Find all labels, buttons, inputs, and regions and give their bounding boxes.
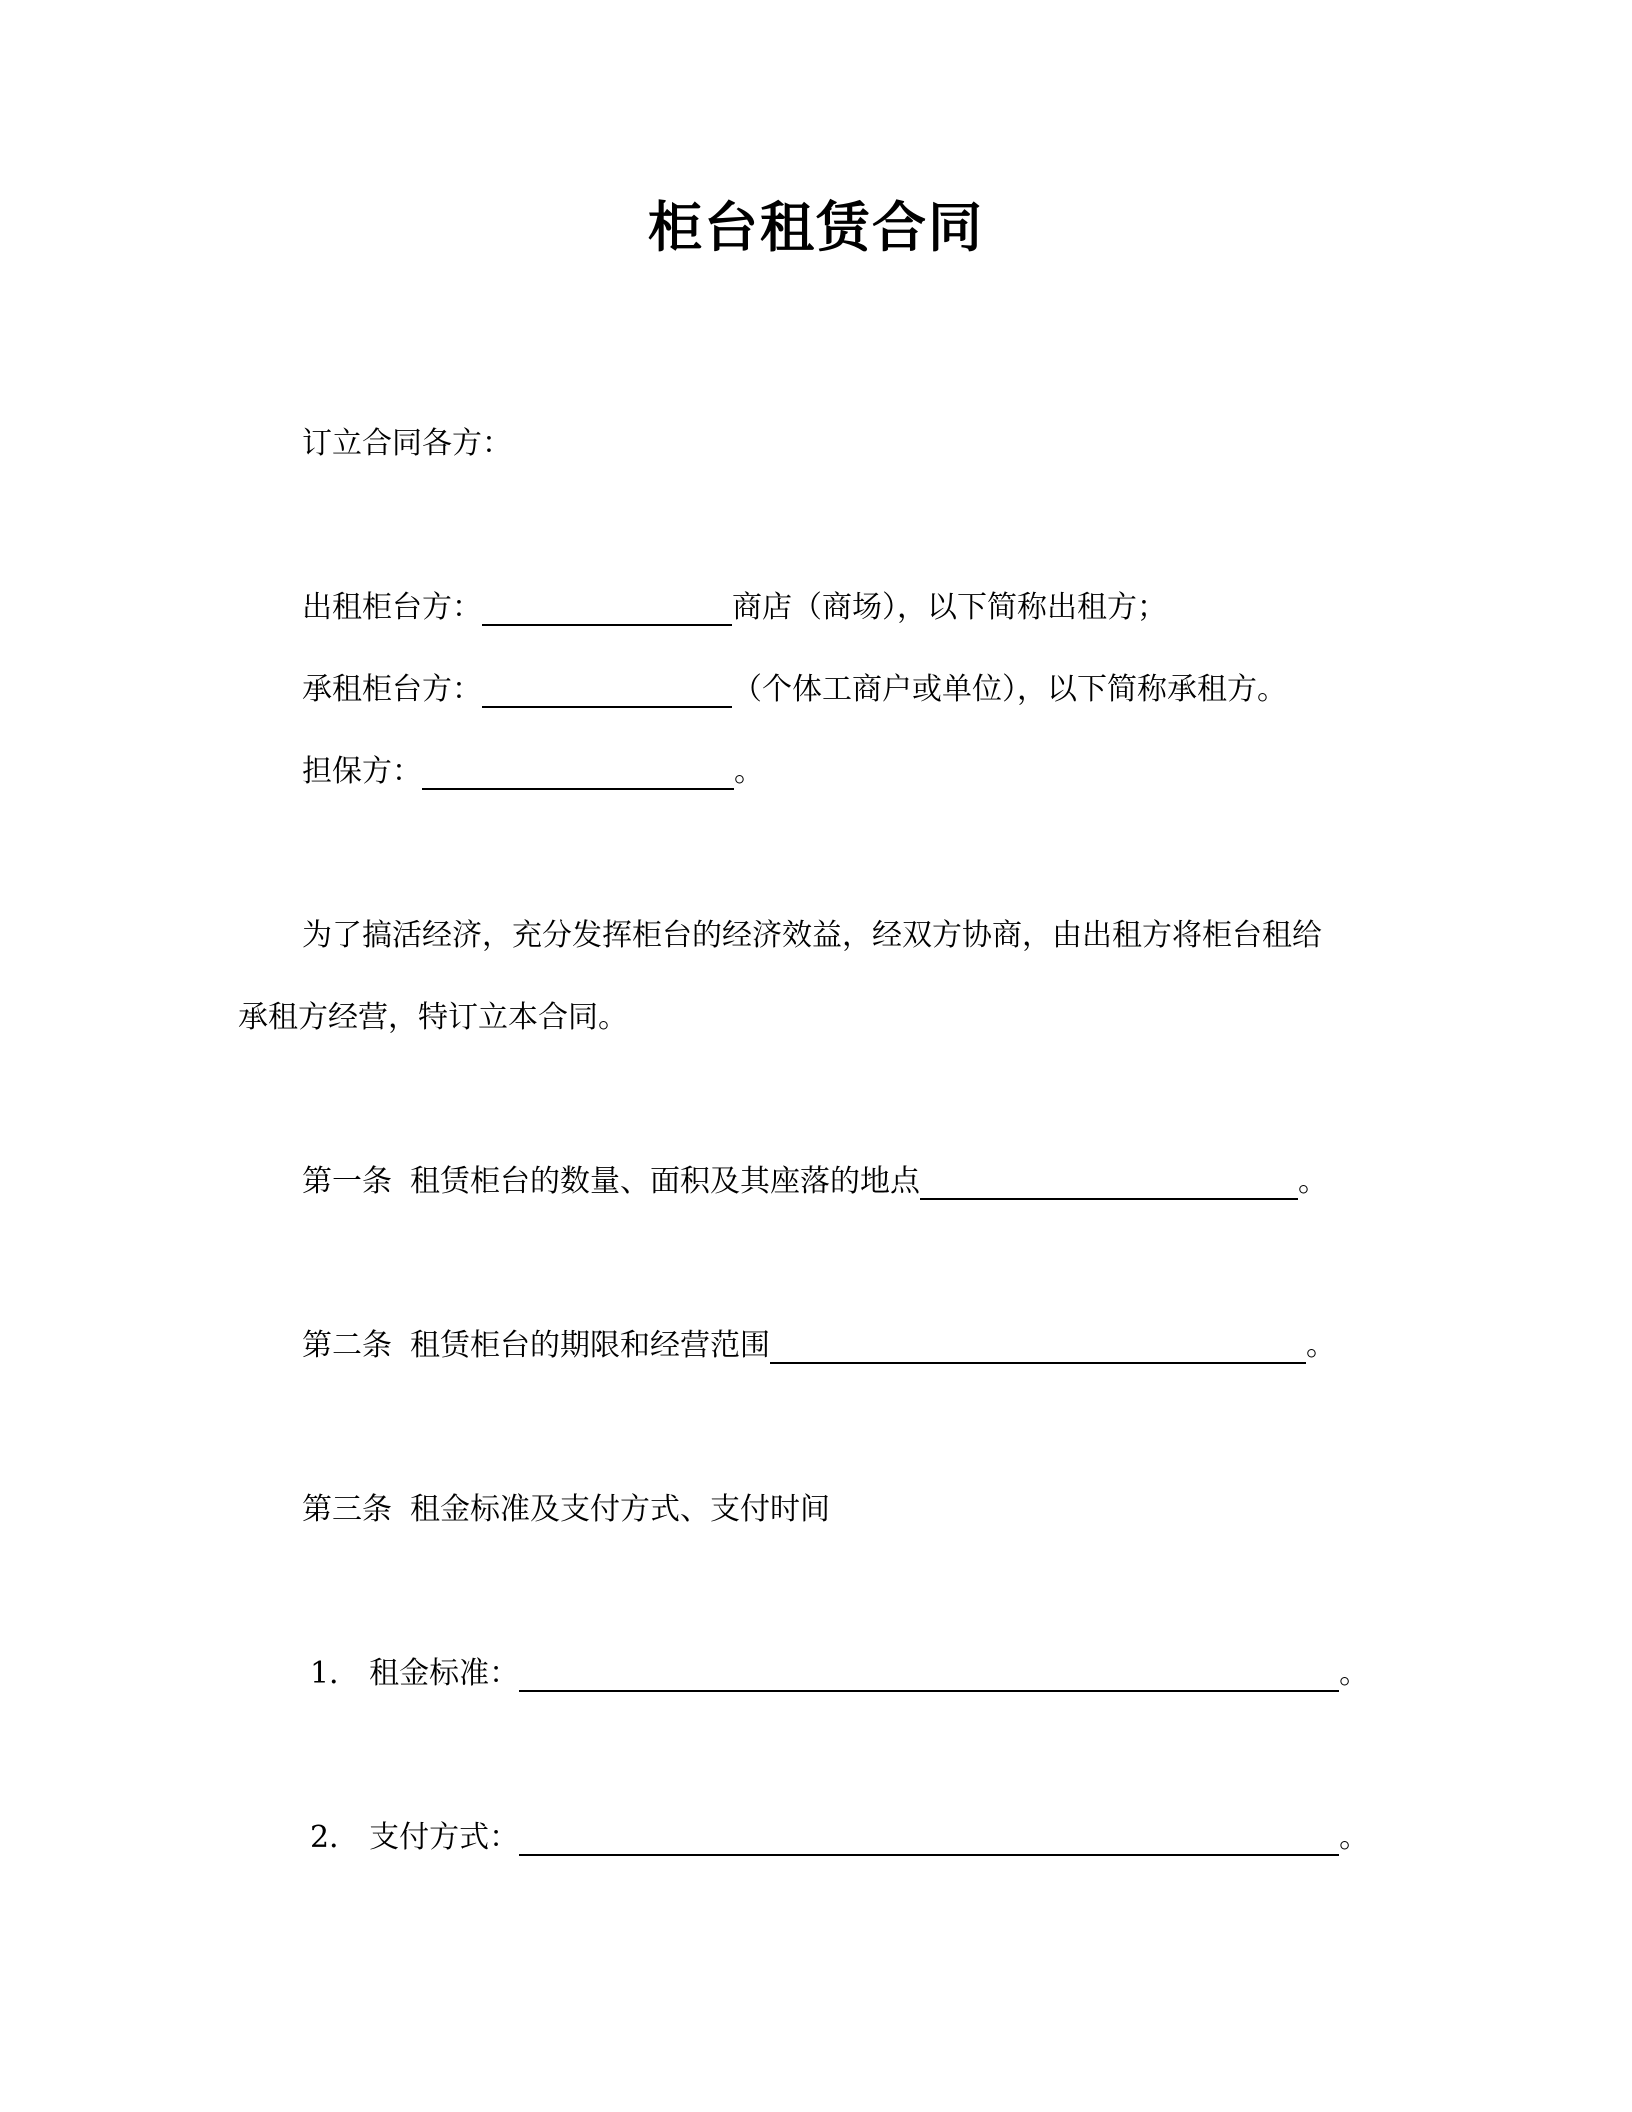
item-1-suffix: 。 — [1339, 1656, 1370, 1691]
article-2-suffix: 。 — [1306, 1328, 1336, 1363]
article-2 — [302, 1324, 1336, 1368]
article-1-blank[interactable] — [920, 1162, 1298, 1200]
lessor-suffix: 商店（商场），以下简称出租方； — [732, 590, 1167, 625]
article-2-number: 第二条 — [302, 1328, 392, 1363]
item-2-label: 支付方式： — [369, 1820, 520, 1855]
parties-heading-text: 订立合同各方： — [302, 426, 512, 461]
article-1 — [302, 1160, 1328, 1204]
rent-standard-blank[interactable] — [519, 1654, 1339, 1692]
document-title: 柜台租赁合同 — [648, 196, 984, 259]
lessor-line — [302, 586, 1167, 630]
lessee-label: 承租柜台方： — [302, 672, 482, 707]
article-2-text: 租赁柜台的期限和经营范围 — [410, 1328, 770, 1363]
lessor-label: 出租柜台方： — [302, 590, 482, 625]
guarantor-line — [302, 750, 764, 794]
guarantor-name-blank[interactable] — [422, 752, 734, 790]
article-1-text: 租赁柜台的数量、面积及其座落的地点 — [410, 1164, 920, 1199]
preamble-line-1 — [302, 914, 1322, 958]
lessee-line — [302, 668, 1287, 712]
preamble-text-2: 承租方经营，特订立本合同。 — [238, 1000, 628, 1035]
item-2-number: 2． — [310, 1820, 360, 1855]
payment-method-blank[interactable] — [519, 1818, 1339, 1856]
guarantor-label: 担保方： — [302, 754, 422, 789]
article-3-number: 第三条 — [302, 1492, 392, 1527]
item-1-label: 租金标准： — [369, 1656, 520, 1691]
item-1 — [310, 1652, 1369, 1696]
lessee-name-blank[interactable] — [482, 670, 732, 708]
preamble-line-2 — [238, 996, 628, 1040]
item-2 — [310, 1816, 1369, 1860]
guarantor-suffix: 。 — [734, 754, 764, 789]
parties-heading — [302, 422, 512, 466]
article-2-blank[interactable] — [770, 1326, 1306, 1364]
lessor-name-blank[interactable] — [482, 588, 732, 626]
article-1-number: 第一条 — [302, 1164, 392, 1199]
item-1-number: 1． — [310, 1656, 360, 1691]
lessee-suffix: （个体工商户或单位），以下简称承租方。 — [732, 672, 1287, 707]
article-1-suffix: 。 — [1298, 1164, 1328, 1199]
preamble-text-1: 为了搞活经济，充分发挥柜台的经济效益，经双方协商，由出租方将柜台租给 — [302, 918, 1322, 953]
article-3 — [302, 1488, 830, 1532]
item-2-suffix: 。 — [1339, 1820, 1370, 1855]
article-3-text: 租金标准及支付方式、支付时间 — [410, 1492, 830, 1527]
